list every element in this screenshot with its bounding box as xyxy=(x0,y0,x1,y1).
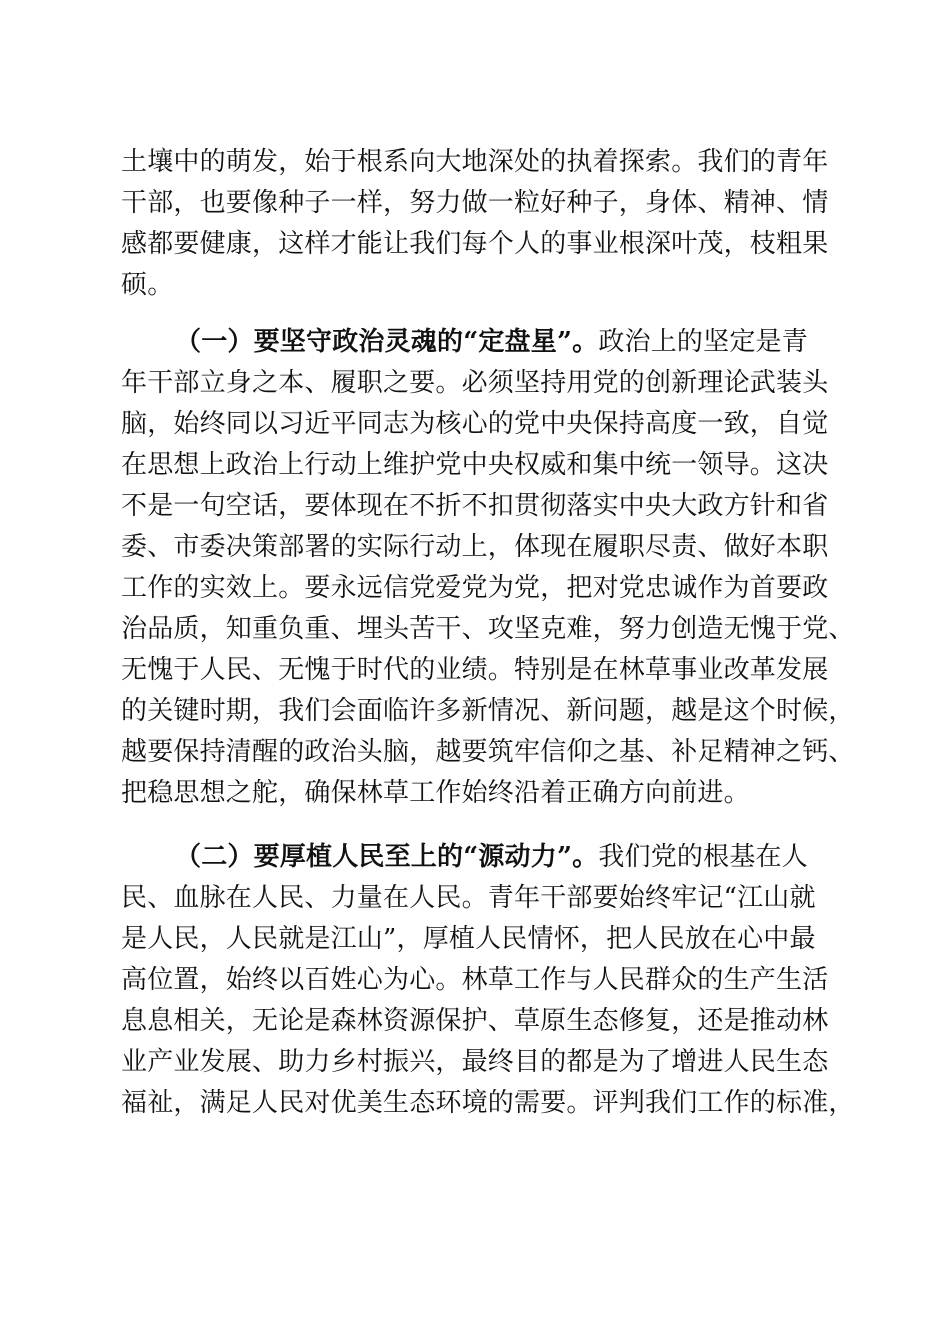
intro-line-1: 土壤中的萌发，始于根系向大地深处的执着探索。我们的青年 xyxy=(121,147,829,177)
section1-first-line xyxy=(175,322,841,362)
section1-line-9: 无愧于人民、无愧于时代的业绩。特别是在林草事业改革发展 xyxy=(121,655,829,685)
section1-line-3: 脑，始终同以习近平同志为核心的党中央保持高度一致，自觉 xyxy=(121,409,829,439)
section1-line-2: 年干部立身之本、履职之要。必须坚持用党的创新理论武装头 xyxy=(121,368,829,398)
section2-line-7: 福祉，满足人民对优美生态环境的需要。评判我们工作的标准， xyxy=(121,1088,855,1118)
section2-first-line xyxy=(175,837,841,877)
section2-line-5: 息息相关，无论是森林资源保护、草原生态修复，还是推动林 xyxy=(121,1006,829,1036)
section2-line-3: 是人民，人民就是江山”，厚植人民情怀，把人民放在心中最 xyxy=(121,924,816,954)
section2-heading: （二）要厚植人民至上的“源动力”。 xyxy=(175,842,599,872)
section2-line-2: 民、血脉在人民、力量在人民。青年干部要始终牢记“江山就 xyxy=(121,883,816,913)
section1-line-11: 越要保持清醒的政治头脑，越要筑牢信仰之基、补足精神之钙、 xyxy=(121,737,855,767)
section2-line-6: 业产业发展、助力乡村振兴，最终目的都是为了增进人民生态 xyxy=(121,1047,829,1077)
section1-line-4: 在思想上政治上行动上维护党中央权威和集中统一领导。这决 xyxy=(121,450,829,480)
section1-line-10: 的关键时期，我们会面临许多新情况、新问题，越是这个时候， xyxy=(121,696,855,726)
section1-line-12: 把稳思想之舵，确保林草工作始终沿着正确方向前进。 xyxy=(121,778,750,808)
intro-line-3: 感都要健康，这样才能让我们每个人的事业根深叶茂，枝粗果 xyxy=(121,229,829,259)
section1-heading: （一）要坚守政治灵魂的“定盘星”。 xyxy=(175,327,599,357)
section1-line-6: 委、市委决策部署的实际行动上，体现在履职尽责、做好本职 xyxy=(121,532,829,562)
section1-line-8: 治品质，知重负重、埋头苦干、攻坚克难，努力创造无愧于党、 xyxy=(121,614,855,644)
section2-line-4: 高位置，始终以百姓心为心。林草工作与人民群众的生产生活 xyxy=(121,965,829,995)
intro-line-2: 干部，也要像种子一样，努力做一粒好种子，身体、精神、情 xyxy=(121,188,829,218)
intro-line-4: 硕。 xyxy=(121,270,174,300)
section2-first-line-rest: 我们党的根基在人 xyxy=(598,842,808,872)
section1-first-line-rest: 政治上的坚定是青 xyxy=(598,327,808,357)
section1-line-5: 不是一句空话，要体现在不折不扣贯彻落实中央大政方针和省 xyxy=(121,491,829,521)
section1-line-7: 工作的实效上。要永远信党爱党为党，把对党忠诚作为首要政 xyxy=(121,573,829,603)
